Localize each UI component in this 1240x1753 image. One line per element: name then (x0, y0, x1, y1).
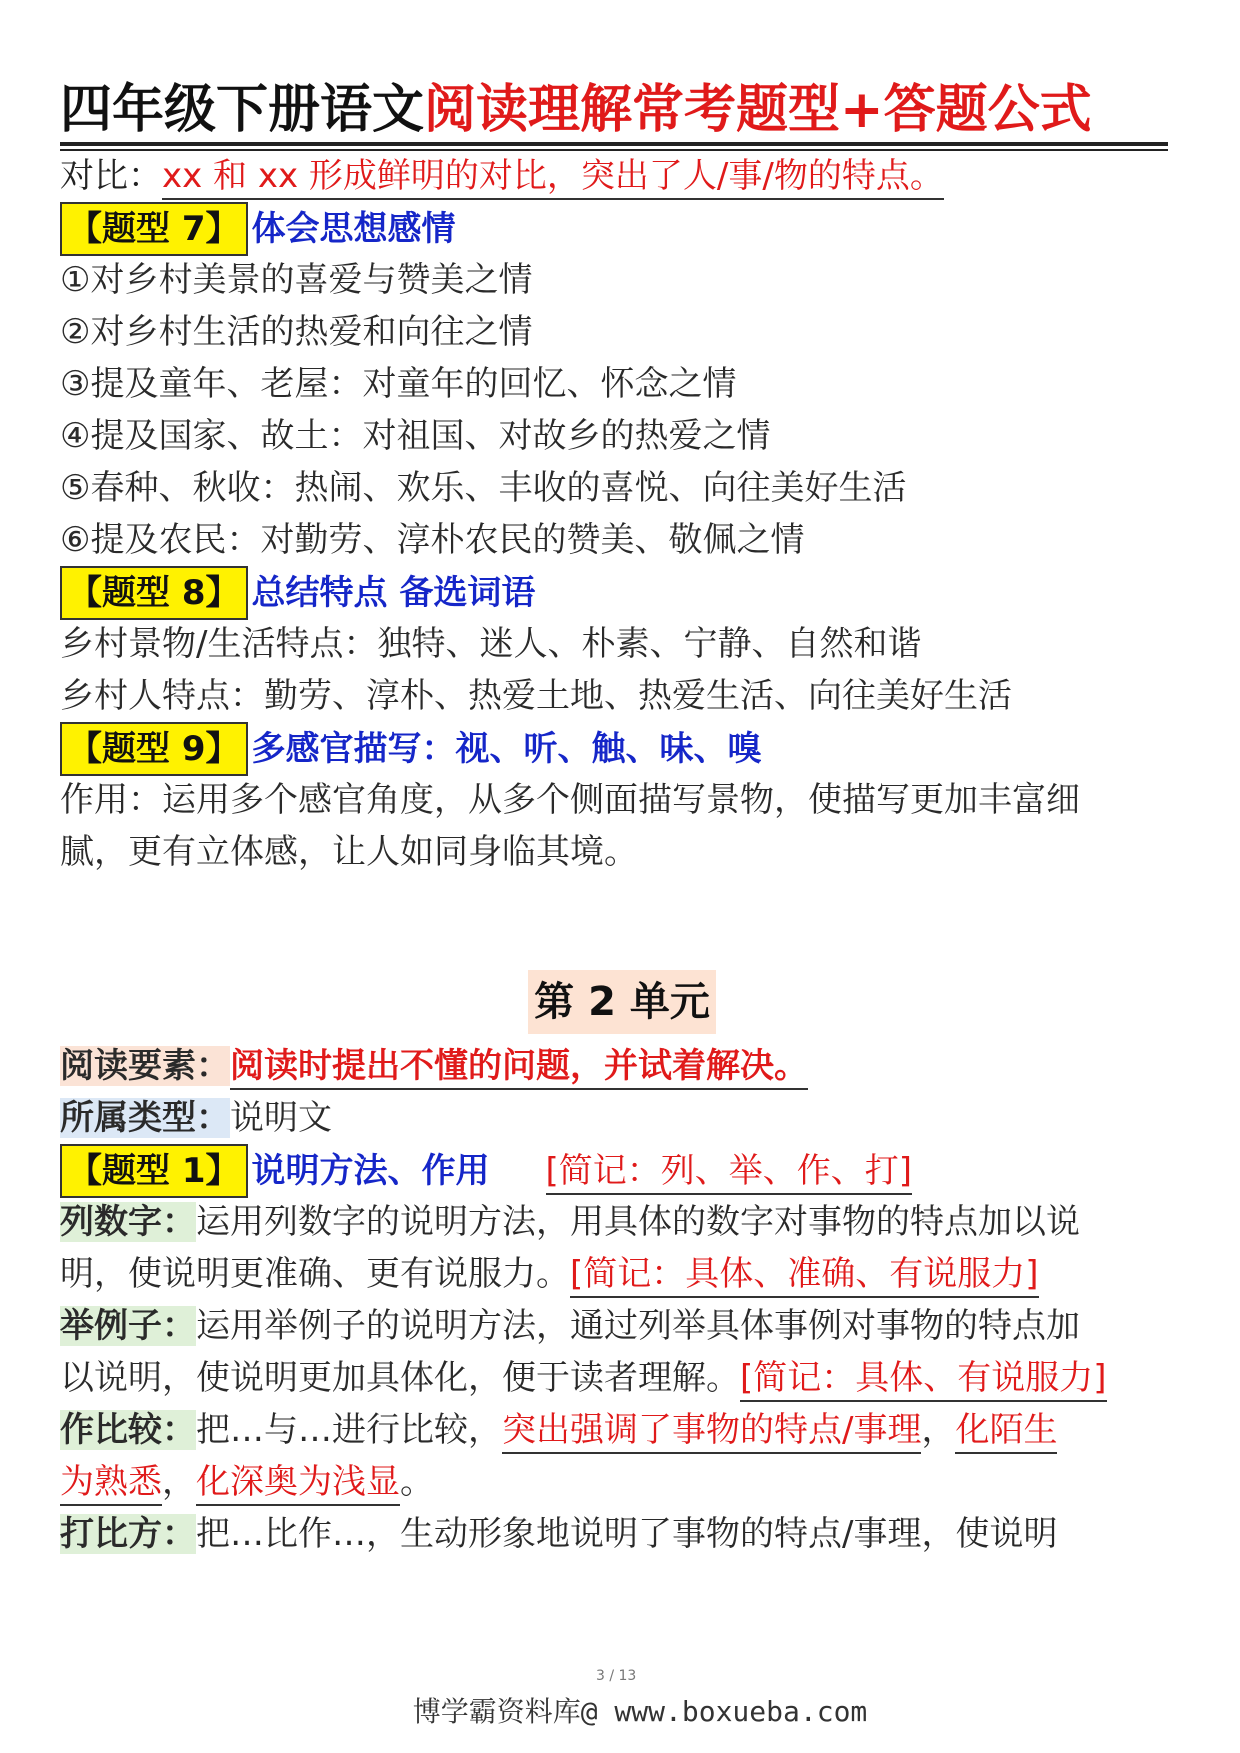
type1-tag: 【题型 1】 (60, 1144, 248, 1198)
title-red-part: 阅读理解常考题型+答题公式 (424, 80, 1092, 140)
examples-line (60, 1300, 1080, 1352)
compare-highlight-4: 化深奥为浅显 (196, 1462, 400, 1506)
compare-pre: 把…与…进行比较， (196, 1410, 502, 1450)
page-number: 3 / 13 (596, 1668, 637, 1684)
analogy-label: 打比方： (60, 1514, 196, 1554)
analogy-line (60, 1508, 1057, 1560)
type9-effect-cont: 腻，更有立体感，让人如同身临其境。 (60, 832, 638, 872)
type7-title: 体会思想感情 (251, 209, 456, 249)
compare-line-cont (60, 1456, 434, 1508)
type9-tag: 【题型 9】 (60, 722, 248, 776)
type8-title: 总结特点 备选词语 (251, 573, 536, 613)
numbers-line-cont (60, 1248, 1039, 1300)
type8-heading (60, 566, 535, 618)
compare-label: 作比较： (60, 1410, 196, 1450)
type7-item: ③提及童年、老屋：对童年的回忆、怀念之情 (60, 364, 737, 404)
compare-highlight-2: 化陌生 (955, 1410, 1057, 1454)
type9-title: 多感官描写：视、听、触、味、嗅 (251, 729, 762, 769)
genre-line (60, 1092, 332, 1144)
examples-text: 运用举例子的说明方法，通过列举具体事例对事物的特点加 (196, 1306, 1080, 1346)
title-black-part: 四年级下册语文 (60, 80, 425, 140)
page-title (60, 72, 1168, 148)
type7-tag: 【题型 7】 (60, 202, 248, 256)
compare-sep-2: ， (162, 1462, 196, 1502)
type9-heading (60, 722, 762, 774)
numbers-line (60, 1196, 1080, 1248)
examples-line-cont (60, 1352, 1107, 1404)
type1-heading (60, 1144, 912, 1196)
reading-label: 阅读要素： (60, 1046, 230, 1086)
compare-highlight: 突出强调了事物的特点/事理 (502, 1410, 921, 1454)
examples-memo: [简记：具体、有说服力] (740, 1358, 1107, 1402)
numbers-memo: [简记：具体、准确、有说服力] (570, 1254, 1039, 1298)
type1-title: 说明方法、作用 (251, 1151, 490, 1191)
compare-sep: ， (921, 1410, 956, 1450)
numbers-label: 列数字： (60, 1202, 196, 1242)
genre-label: 所属类型： (60, 1098, 230, 1138)
type7-item: ④提及国家、故土：对祖国、对故乡的热爱之情 (60, 416, 771, 456)
type7-item: ⑤春种、秋收：热闹、欢乐、丰收的喜悦、向往美好生活 (60, 468, 907, 508)
numbers-text: 运用列数字的说明方法，用具体的数字对事物的特点加以说 (196, 1202, 1080, 1242)
type7-item: ②对乡村生活的热爱和向往之情 (60, 312, 533, 352)
unit-heading: 第 2 单元 (528, 970, 716, 1034)
type1-memo: [简记：列、举、作、打] (546, 1151, 913, 1195)
numbers-text-cont: 明，使说明更准确、更有说服力。 (60, 1254, 570, 1294)
compare-highlight-3: 为熟悉 (60, 1462, 162, 1506)
compare-end: 。 (400, 1462, 434, 1502)
type7-item: ⑥提及农民：对勤劳、淳朴农民的赞美、敬佩之情 (60, 520, 805, 560)
reading-text: 阅读时提出不懂的问题，并试着解决。 (230, 1046, 808, 1090)
type8-item: 乡村人特点：勤劳、淳朴、热爱土地、热爱生活、向往美好生活 (60, 676, 1012, 716)
title-rule (60, 142, 1168, 146)
reading-element-line (60, 1040, 808, 1092)
analogy-text: 把…比作…，生动形象地说明了事物的特点/事理，使说明 (196, 1514, 1058, 1554)
examples-label: 举例子： (60, 1306, 196, 1346)
type9-effect: 作用：运用多个感官角度，从多个侧面描写景物，使描写更加丰富细 (60, 780, 1080, 820)
compare-line (60, 1404, 1057, 1456)
footer-watermark: 博学霸资料库@ www.boxueba.com (412, 1695, 868, 1728)
examples-text-cont: 以说明，使说明更加具体化，便于读者理解。 (60, 1358, 740, 1398)
contrast-text: xx 和 xx 形成鲜明的对比，突出了人/事/物的特点。 (162, 156, 944, 200)
type7-heading (60, 202, 456, 254)
type7-item: ①对乡村美景的喜爱与赞美之情 (60, 260, 533, 300)
type8-tag: 【题型 8】 (60, 566, 248, 620)
contrast-label: 对比： (60, 156, 162, 196)
contrast-line (60, 150, 944, 202)
type8-item: 乡村景物/生活特点：独特、迷人、朴素、宁静、自然和谐 (60, 624, 922, 664)
genre-text: 说明文 (230, 1098, 332, 1138)
